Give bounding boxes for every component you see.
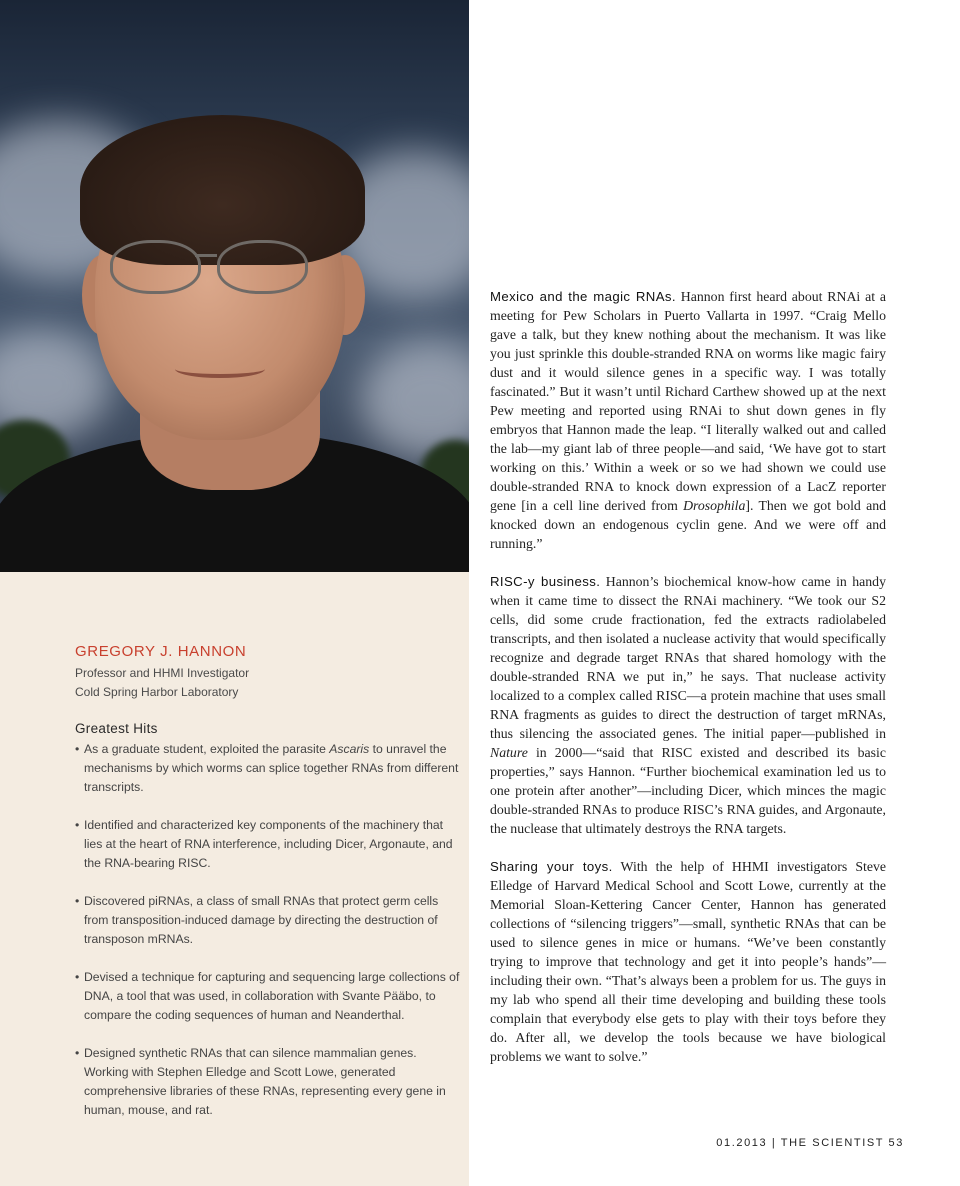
portrait-photo [0,0,469,572]
paragraph-lead: Sharing your toys. [490,859,613,874]
hit-item: • Identified and characterized key components of the machinery that lies at the heart of RNA interference, including Dicer, Argonaute, and the RNA-bearing RISC. [75,818,453,870]
hit-item: • Designed synthetic RNAs that can silence mammalian genes. Working with Stephen Elledge and Scott Lowe, generated comprehensive libraries of these RNAs, representing every gene in human, mouse, and rat. [75,1046,446,1117]
bio-sidebar [0,572,469,1186]
hit-item: • Devised a technique for capturing and sequencing large collections of DNA, a tool that was used, in collaboration with Svante Pääbo, to compare the coding sequences of human and Neanderthal. [75,970,460,1022]
bio-name: GREGORY J. HANNON [75,643,247,660]
article-paragraph: Mexico and the magic RNAs. Hannon first heard about RNAi at a meeting for Pew Scholars in Puerto Vallarta in 1997. “Craig Mello gave a talk, but they knew nothing about the mechanism. It was like you just sprinkle this double-stranded RNA on worms like magic fairy dust and it would silence genes in a specific way. I was totally fascinated.” But it wasn’t until Richard Carthew showed up at the next Pew meeting and reported using RNAi to shut down genes in fly embryos that Hannon made the leap. “I literally walked out and called the lab—my giant lab of three people—and said, ‘We have got to start working on this.’ Within a week or so we had shown we could use double-stranded RNA to knock down expression of a LacZ reporter gene [in a cell line derived from Drosophila]. Then we got bold and knocked down an endogenous cyclin gene. And we were off and running.” [490,289,886,551]
hit-item: • As a graduate student, exploited the parasite Ascaris to unravel the mechanisms by which worms can splice together RNAs from different transcripts. [75,742,459,794]
article-paragraph: Sharing your toys. With the help of HHMI investigators Steve Elledge of Harvard Medical School and Scott Lowe, currently at the Memorial Sloan-Kettering Cancer Center, Hannon has generated collections of “silencing triggers”—small, synthetic RNAs that can be used to silence genes in mice or humans. “We’ve been constantly trying to improve that technology and get it into people’s hands”—including their own. “That’s always been a problem for us. The guys in my lab who spend all their time developing and building these tools complain that everybody else gets to play with their toys before they do. After all, we develop the tools because we have biological problems we want to solve.” [490,859,886,1064]
paragraph-lead: RISC-y business. [490,574,601,589]
hit-item: • Discovered piRNAs, a class of small RNAs that protect germ cells from transposition-induced damage by directing the destruction of transposon mRNAs. [75,894,439,946]
article-paragraph: RISC-y business. Hannon’s biochemical know-how came in handy when it came time to dissect the RNAi machinery. “We took our S2 cells, did some crude fractionation, fed the extracts radiolabeled transcripts, and then isolated a nuclease activity that would specifically recognize and degrade target RNAs that shared homology with the double-stranded RNA we put in,” he says. That nuclease activity localized to a complex called RISC—a protein machine that uses small RNA fragments as guides to direct the destruction of target mRNAs, thus silencing the associated genes. The initial paper—published in Nature in 2000—“said that RISC existed and described its basic properties,” says Hannon. “Further biochemical examination led us to one protein after another”—including Dicer, which minces the magic double-stranded RNAs to produce RISC’s RNA guides, and Argonaute, the nuclease that ultimately destroys the RNA targets. [490,574,886,836]
bio-affiliation: Cold Spring Harbor Laboratory [75,685,239,699]
greatest-hits-heading: Greatest Hits [75,721,158,736]
bio-title: Professor and HHMI Investigator [75,666,250,680]
page-folio: 01.2013 | THE SCIENTIST 53 [716,1137,904,1149]
paragraph-lead: Mexico and the magic RNAs. [490,289,676,304]
article-body [490,287,886,1085]
greatest-hits-list [75,740,460,1139]
